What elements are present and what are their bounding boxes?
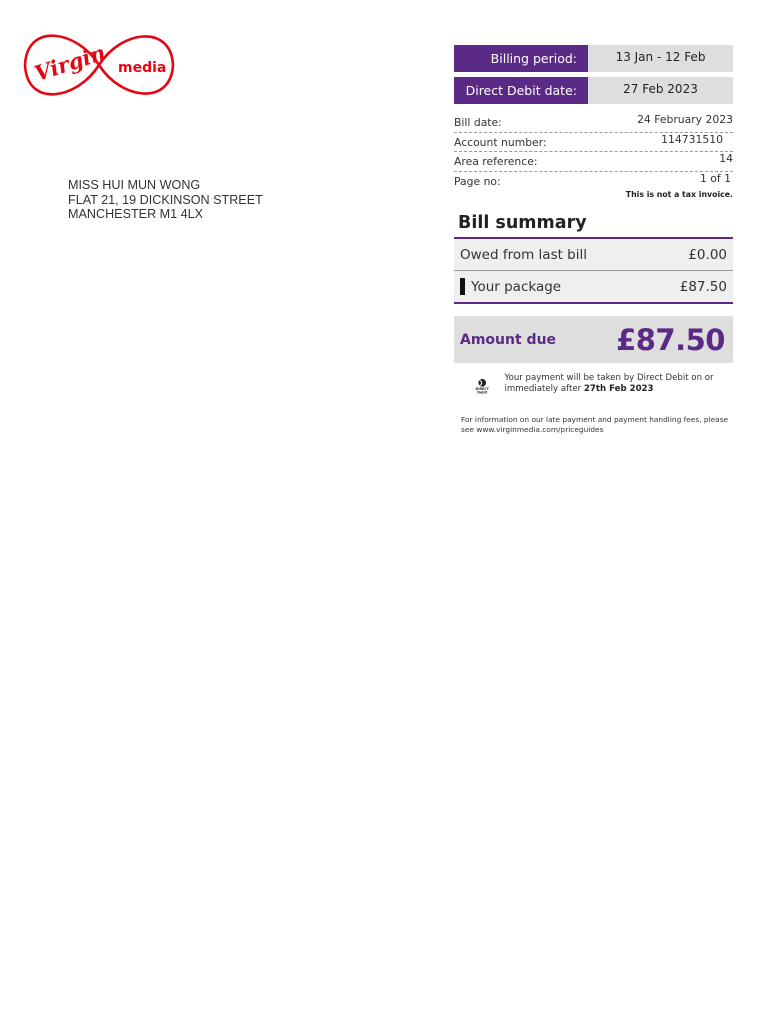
package-value: £87.50 <box>679 278 727 295</box>
direct-debit-sentence: Your payment will be taken by Direct Debit on or immediately after <box>504 373 714 394</box>
direct-debit-icon-text-1: DIRECT <box>475 387 489 392</box>
svg-text:media: media <box>118 60 167 76</box>
meta-value: 1 of 1 <box>699 171 731 185</box>
amount-due-label: Amount due <box>460 331 557 348</box>
bill-summary-title: Bill summary <box>454 213 733 239</box>
billing-period-value: 13 Jan - 12 Feb <box>588 45 733 72</box>
tax-invoice-note: This is not a tax invoice. <box>625 190 733 199</box>
recipient-address <box>68 178 263 222</box>
meta-value: 114731510 <box>661 132 723 146</box>
direct-debit-date: 27th Feb 2023 <box>583 384 654 394</box>
your-package-row <box>454 270 733 304</box>
package-label: Your package <box>471 278 562 295</box>
svg-text:Virgin: Virgin <box>31 39 109 86</box>
direct-debit-notice <box>454 373 733 399</box>
page-number-row <box>454 172 733 191</box>
address-name: MISS HUI MUN WONG <box>68 178 201 192</box>
bill-panel <box>454 45 733 434</box>
direct-debit-icon <box>474 373 490 399</box>
billing-period-row <box>454 45 733 72</box>
direct-debit-icon-text-2: Debit <box>477 390 488 395</box>
area-reference-row <box>454 152 733 172</box>
direct-debit-date-label: Direct Debit date: <box>454 77 588 104</box>
address-street: FLAT 21, 19 DICKINSON STREET <box>68 192 263 207</box>
late-payment-info: For information on our late payment and payment handling fees, please see www.virginmedia.com/priceguides <box>461 415 729 434</box>
amount-due-value: £87.50 <box>616 322 725 357</box>
address-city: MANCHESTER M1 4LX <box>68 207 204 222</box>
owed-label: Owed from last bill <box>460 246 588 263</box>
account-number-row <box>454 133 733 153</box>
owed-value: £0.00 <box>688 246 727 263</box>
meta-value: 24 February 2023 <box>637 113 733 126</box>
meta-label: Bill date: <box>454 116 502 129</box>
virgin-media-logo <box>22 22 176 108</box>
meta-label: Account number: <box>454 135 547 149</box>
bill-meta <box>454 113 733 190</box>
direct-debit-date-value: 27 Feb 2023 <box>588 77 733 104</box>
owed-from-last-bill-row <box>454 239 733 270</box>
meta-label: Area reference: <box>454 155 538 168</box>
meta-value: 14 <box>719 152 733 165</box>
direct-debit-date-row <box>454 77 733 104</box>
package-marker-icon <box>460 278 465 295</box>
amount-due-box <box>454 316 733 363</box>
direct-debit-text <box>504 373 733 395</box>
meta-label: Page no: <box>454 174 501 188</box>
billing-period-label: Billing period: <box>454 45 588 72</box>
